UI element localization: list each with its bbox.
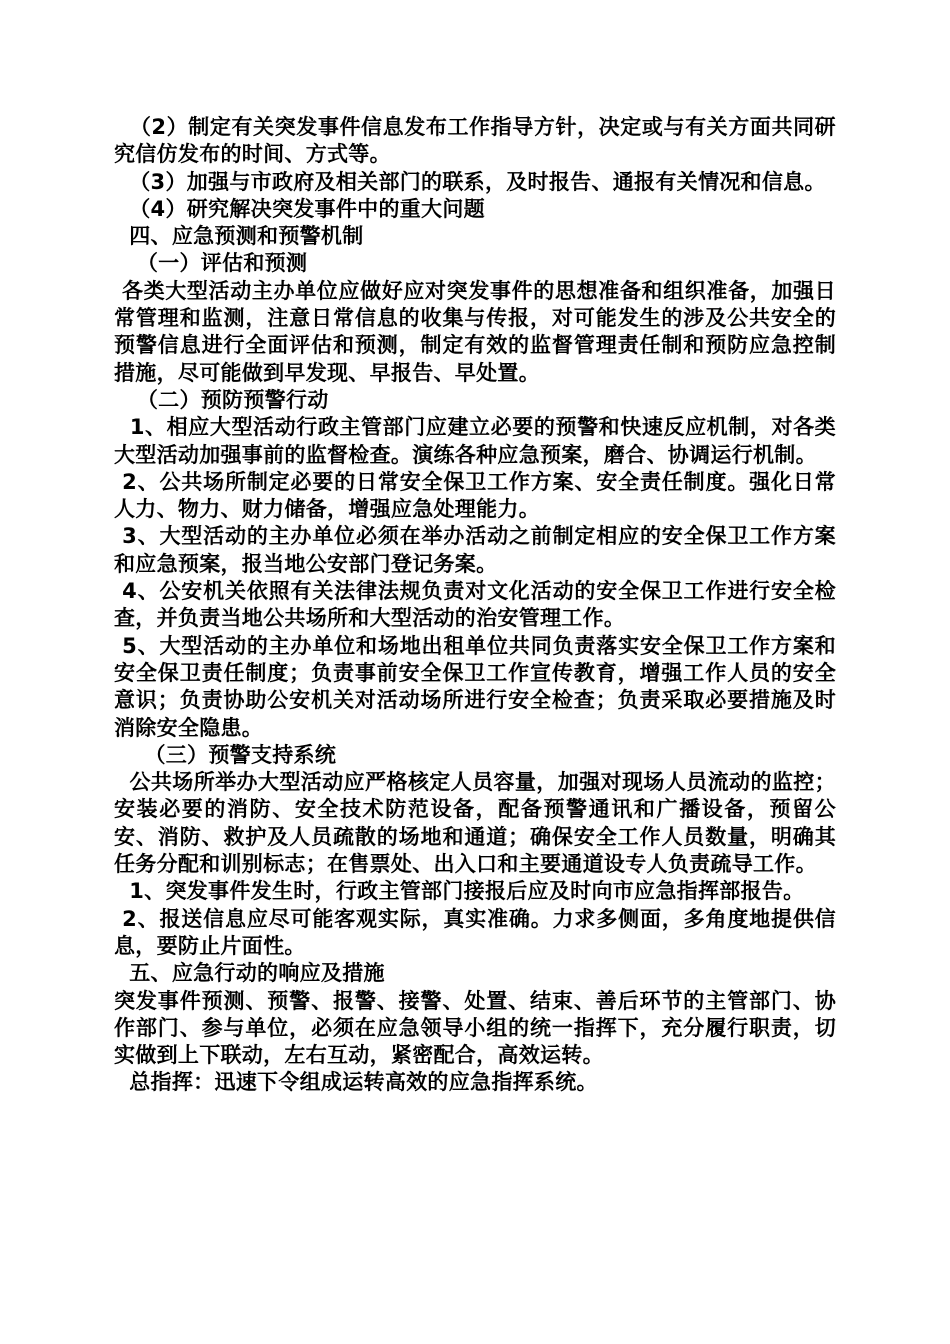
paragraph-assessment: 各类大型活动主办单位应做好应对突发事件的思想准备和组织准备，加强日常管理和监测，注意日常信息的收集与传报，对可能发生的涉及公共安全的预警信息进行全面评估和预测，制定有效的监督管理责任制和预防应急控制措施，尽可能做到早发现、早报告、早处置。 [114,278,836,385]
paragraph-response: 突发事件预测、预警、报警、接警、处置、结束、善后环节的主管部门、协作部门、参与单位，必须在应急领导小组的统一指挥下，充分履行职责，切实做到上下联动，左右互动，紧密配合，高效运转。 [114,988,836,1068]
document-page [114,114,836,1097]
subsection-heading-1: （一）评估和预测 [114,251,308,276]
paragraph-action-4: 4、公安机关依照有关法律法规负责对文化活动的安全保卫工作进行安全检查，并负责当地公共场所和大型活动的治安管理工作。 [114,579,836,631]
paragraph-item-3: （3）加强与市政府及相关部门的联系，及时报告、通报有关情况和信息。 [114,169,826,194]
paragraph-commander: 总指挥：迅速下令组成运转高效的应急指挥系统。 [114,1070,598,1095]
paragraph-support-2: 2、报送信息应尽可能客观实际，真实准确。力求多侧面，多角度地提供信息，要防止片面性。 [114,906,836,958]
section-heading-4: 四、应急预测和预警机制 [114,224,364,249]
paragraph-action-5: 5、大型活动的主办单位和场地出租单位共同负责落实安全保卫工作方案和安全保卫责任制度；负责事前安全保卫工作宣传教育，增强工作人员的安全意识；负责协助公安机关对活动场所进行安全检查；负责采取必要措施及时消除安全隐患。 [114,633,836,740]
paragraph-action-1: 1、相应大型活动行政主管部门应建立必要的预警和快速反应机制，对各类大型活动加强事前的监督检查。演练各种应急预案，磨合、协调运行机制。 [114,415,836,467]
paragraph-item-2: （2）制定有关突发事件信息发布工作指导方针，决定或与有关方面共同研究信仿发布的时间、方式等。 [114,115,836,167]
section-heading-5: 五、应急行动的响应及措施 [114,961,385,986]
subsection-heading-3: （三）预警支持系统 [114,742,337,767]
paragraph-support-1: 1、突发事件发生时，行政主管部门接报后应及时向市应急指挥部报告。 [114,879,805,904]
paragraph-action-3: 3、大型活动的主办单位必须在举办活动之前制定相应的安全保卫工作方案和应急预案，报当地公安部门登记务案。 [114,524,836,576]
paragraph-action-2: 2、公共场所制定必要的日常安全保卫工作方案、安全责任制度。强化日常人力、物力、财力储备，增强应急处理能力。 [114,469,836,522]
paragraph-item-4: （4）研究解决突发事件中的重大问题 [114,196,485,221]
subsection-heading-2: （二）预防预警行动 [114,387,329,412]
paragraph-support: 公共场所举办大型活动应严格核定人员容量，加强对现场人员流动的监控；安装必要的消防、安全技术防范设备，配备预警通讯和广播设备，预留公安、消防、救护及人员疏散的场地和通道；确保安全工作人员数量，明确其任务分配和训别标志；在售票处、出入口和主要通道设专人负责疏导工作。 [114,770,836,877]
